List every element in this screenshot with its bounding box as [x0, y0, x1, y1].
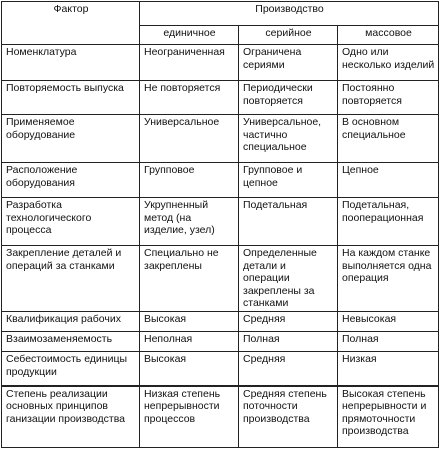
- row-factor: Номенклатура: [2, 45, 140, 81]
- header-type-mass: массовое: [338, 26, 439, 45]
- table-row: [2, 386, 439, 448]
- row-factor: Применяемое оборудование: [2, 115, 140, 163]
- table-row: [2, 115, 439, 163]
- header-type-single: единичное: [140, 26, 239, 45]
- table-row: [2, 246, 439, 312]
- cell-single: Групповое: [140, 163, 239, 198]
- cell-mass: Невысокая: [338, 312, 439, 332]
- cell-serial: Средняя степень поточности производства: [239, 386, 338, 448]
- cell-single: Специально не закреплены: [140, 246, 239, 312]
- cell-single: Укрупненный метод (на изделие, узел): [140, 198, 239, 246]
- cell-mass: Полная: [338, 332, 439, 352]
- row-factor: Закрепление деталей и операций за станками: [2, 246, 140, 312]
- row-factor: Степень реализации основных принципов ганизации производства: [2, 386, 140, 448]
- cell-serial: Средняя: [239, 352, 338, 386]
- cell-single: Неограниченная: [140, 45, 239, 81]
- cell-mass: Высокая степень непрерывности и прямоточности производства: [338, 386, 439, 448]
- cell-single: Не повторяется: [140, 81, 239, 115]
- production-comparison-table: [1, 1, 439, 448]
- row-factor: Квалификация рабочих: [2, 312, 140, 332]
- cell-single: Высокая: [140, 312, 239, 332]
- cell-serial: Универсальное, частично специальное: [239, 115, 338, 163]
- table-row: [2, 163, 439, 198]
- cell-serial: Периодически повторяется: [239, 81, 338, 115]
- cell-serial: Ограничена сериями: [239, 45, 338, 81]
- cell-serial: Подетальная: [239, 198, 338, 246]
- header-production: Производство: [140, 2, 439, 26]
- header-factor: Фактор: [2, 2, 140, 45]
- row-factor: Повторяемость выпуска: [2, 81, 140, 115]
- cell-single: Неполная: [140, 332, 239, 352]
- cell-single: Высокая: [140, 352, 239, 386]
- cell-mass: Цепное: [338, 163, 439, 198]
- row-factor: Взаимозаменяемость: [2, 332, 140, 352]
- row-factor: Разработка технологического процесса: [2, 198, 140, 246]
- cell-mass: Низкая: [338, 352, 439, 386]
- table-row: [2, 81, 439, 115]
- cell-serial: Средняя: [239, 312, 338, 332]
- row-factor: Себестоимость единицы продукции: [2, 352, 140, 386]
- table-row: [2, 312, 439, 332]
- cell-serial: Полная: [239, 332, 338, 352]
- cell-mass: Постоянно повторяется: [338, 81, 439, 115]
- cell-mass: В основном специальное: [338, 115, 439, 163]
- cell-serial: Определенные детали и операции закреплены за станками: [239, 246, 338, 312]
- cell-serial: Групповое и цепное: [239, 163, 338, 198]
- row-factor: Расположение оборудования: [2, 163, 140, 198]
- table-row: [2, 198, 439, 246]
- table-row: [2, 45, 439, 81]
- header-type-serial: серийное: [239, 26, 338, 45]
- cell-single: Низкая степень непрерывности процессов: [140, 386, 239, 448]
- table-row: [2, 352, 439, 386]
- cell-mass: Одно или несколько изделий: [338, 45, 439, 81]
- table-row: [2, 332, 439, 352]
- cell-mass: Подетальная, пооперационная: [338, 198, 439, 246]
- cell-single: Универсальное: [140, 115, 239, 163]
- cell-mass: На каждом станке выполняется одна операция: [338, 246, 439, 312]
